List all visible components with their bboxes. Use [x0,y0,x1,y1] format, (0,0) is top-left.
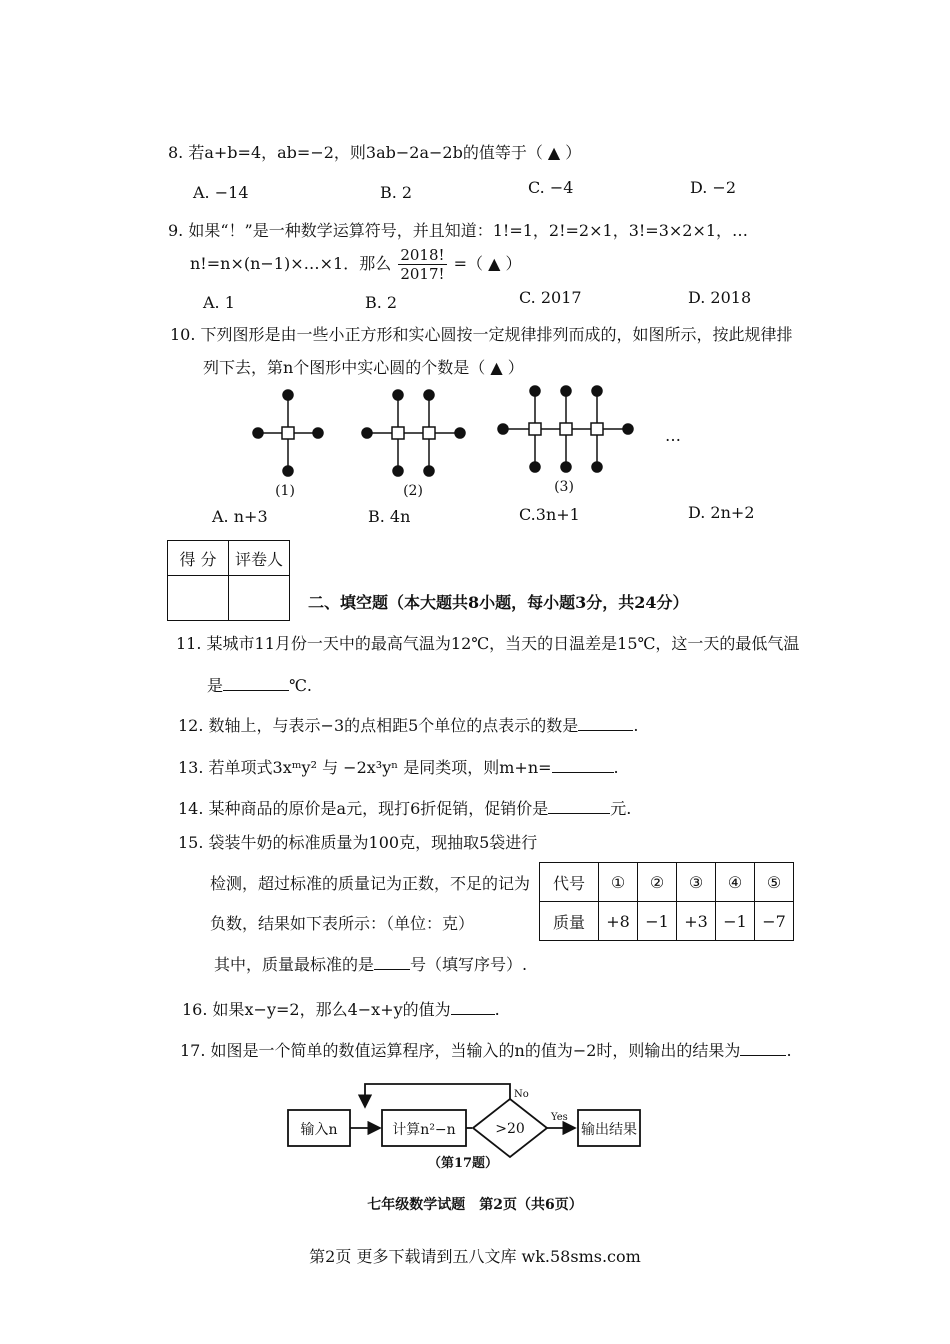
q15-code-1: ① [599,863,638,902]
q9-fraction-denominator: 2017! [400,265,445,283]
q10-stem-1: 10. 下列图形是由一些小正方形和实心圆按一定规律排列而成的，如图所示，按此规律排 [170,325,793,344]
q15-mass-4: −1 [716,902,755,941]
q11-suffix: ℃. [289,676,312,695]
q16-suffix: . [494,1000,500,1019]
table-row [540,863,794,902]
q13-answer-blank[interactable] [552,758,614,773]
section-2-title: 二、填空题（本大题共8小题，每小题3分，共24分） [308,593,689,612]
q16-prefix: 16. 如果x−y=2，那么4−x+y的值为 [182,1000,451,1019]
q14-answer-blank[interactable] [548,799,610,814]
grader-cell [229,576,290,621]
q12-suffix: . [633,716,639,735]
q15-line-1: 15. 袋装牛奶的标准质量为100克，现抽取5袋进行 [178,833,538,852]
flow-condition-label: >20 [495,1121,525,1137]
q11-line-1: 11. 某城市11月份一天中的最高气温为12℃，当天的日温差是15℃，这一天的最低气温 [176,634,800,653]
q9-stem-2-suffix: =（ ▲ ） [453,254,522,273]
q13-line [178,758,619,778]
q14-line [178,799,631,819]
table-row [540,902,794,941]
score-box [167,540,290,621]
q17-suffix: . [786,1041,792,1060]
score-label: 得 分 [168,541,229,576]
q15-code-3: ③ [677,863,716,902]
flow-compute-label: 计算n²−n [392,1122,456,1138]
q15-mass-3: +3 [677,902,716,941]
q10-figure-label-1: (1) [275,483,295,499]
q17-answer-blank[interactable] [740,1041,786,1056]
q15-answer-blank[interactable] [374,955,410,970]
q15-line-4 [214,955,527,975]
q15-prefix: 其中，质量最标准的是 [214,955,375,974]
q10-figure-3 [498,386,633,472]
flow-no-loop [365,1084,510,1107]
watermark-footer: 第2页 更多下载请到五八文库 wk.58sms.com [309,1247,641,1266]
q8-option-c: C. −4 [528,178,574,197]
q10-figure-label-3: (3) [554,479,574,495]
q15-mass-5: −7 [755,902,794,941]
q9-stem-1: 9. 如果“！”是一种数学运算符号，并且知道：1!=1，2!=2×1，3!=3×2×1，… [168,221,749,240]
flow-no-label: No [514,1089,529,1100]
q15-mass-table [539,862,794,941]
flow-output-label: 输出结果 [581,1122,637,1138]
q12-line [178,716,638,736]
q8-option-a: A. −14 [193,183,249,202]
q9-fraction-numerator: 2018! [400,246,445,264]
q11-answer-blank[interactable] [223,676,289,691]
q12-prefix: 12. 数轴上，与表示−3的点相距5个单位的点表示的数是 [178,716,579,735]
q15-suffix: 号（填写序号）. [410,955,528,974]
q15-code-5: ⑤ [755,863,794,902]
q11-prefix: 是 [207,676,224,695]
q10-figure-label-2: (2) [403,483,423,499]
q9-option-b: B. 2 [365,293,398,312]
flow-input-label: 输入n [300,1122,338,1138]
q15-mass-2: −1 [638,902,677,941]
q13-suffix: . [613,758,619,777]
q10-figure-1 [253,390,323,476]
q16-line [182,1000,500,1020]
q15-line-3: 负数，结果如下表所示：（单位：克） [210,914,475,933]
q17-prefix: 17. 如图是一个简单的数值运算程序，当输入的n的值为−2时，则输出的结果为 [180,1041,741,1060]
q9-stem-2-prefix: n!=n×(n−1)×…×1．那么 [190,254,392,273]
grader-label: 评卷人 [229,541,290,576]
q10-option-a: A. n+3 [212,507,268,526]
q14-prefix: 14. 某种商品的原价是a元，现打6折促销，促销价是 [178,799,549,818]
q15-mass-1: +8 [599,902,638,941]
q10-stem-2: 列下去，第n个图形中实心圆的个数是（ ▲ ） [203,358,524,377]
q15-code-2: ② [638,863,677,902]
q10-option-d: D. 2n+2 [688,503,755,522]
q10-option-c: C.3n+1 [519,505,580,524]
q14-suffix: 元. [610,799,632,818]
q10-ellipsis: … [665,426,681,445]
q12-answer-blank[interactable] [578,716,633,731]
q8-stem: 8. 若a+b=4，ab=−2，则3ab−2a−2b的值等于（ ▲ ） [168,143,582,162]
q10-figure-2 [362,390,465,476]
q15-code-4: ④ [716,863,755,902]
q17-line [180,1041,792,1061]
q17-caption: （第17题） [427,1156,499,1171]
q11-line-2 [207,676,312,696]
q17-flowchart [0,1080,950,1180]
q15-line-2: 检测，超过标准的质量记为正数，不足的记为 [210,874,531,893]
q8-option-b: B. 2 [380,183,413,202]
flow-yes-label: Yes [551,1112,568,1123]
q10-pattern-figure [0,378,950,508]
q9-option-a: A. 1 [203,293,235,312]
q8-option-d: D. −2 [690,178,737,197]
q15-code-header: 代号 [540,863,599,902]
q9-option-c: C. 2017 [519,288,582,307]
score-cell [168,576,229,621]
q15-mass-header: 质量 [540,902,599,941]
q9-fraction [398,246,446,283]
q13-prefix: 13. 若单项式3xᵐy² 与 −2x³yⁿ 是同类项，则m+n= [178,758,552,777]
q16-answer-blank[interactable] [451,1000,495,1015]
page-footer: 七年级数学试题 第2页（共6页） [367,1197,583,1213]
q9-stem-2 [190,244,522,284]
q10-option-b: B. 4n [368,507,411,526]
q9-option-d: D. 2018 [688,288,752,307]
